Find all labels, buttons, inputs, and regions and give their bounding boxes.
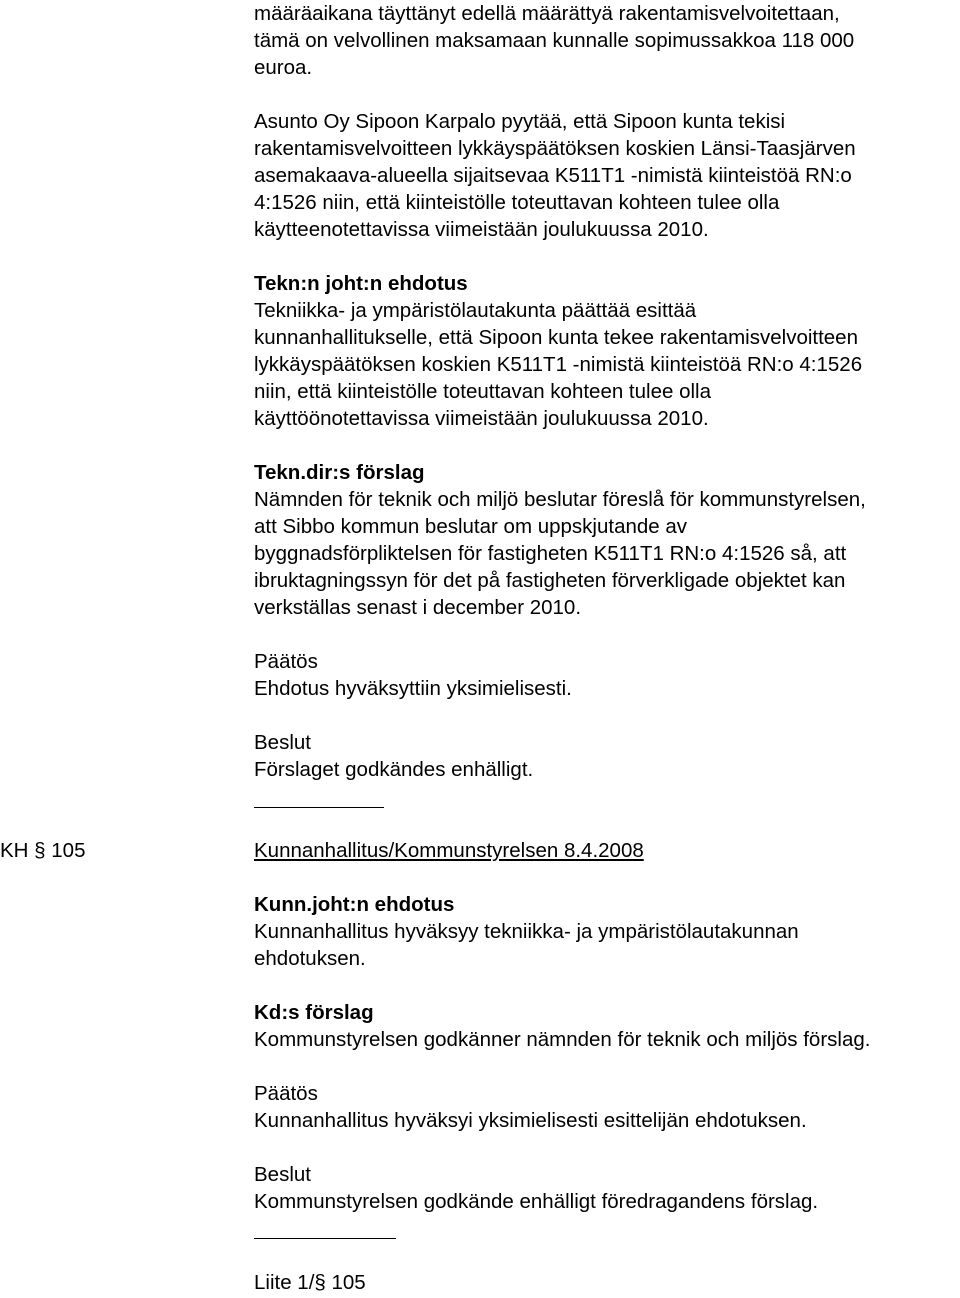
decision-sv-heading: Beslut [254, 731, 311, 754]
decision2-fi-heading: Päätös [254, 1082, 318, 1105]
continuation-paragraph: määräaikana täyttänyt edellä määrättyä rakentamisvelvoitettaan, tämä on velvollinen maksamaan kunnalle sopimussakkoa 118 000 euroa. [254, 2, 855, 79]
decision-sv-body: Förslaget godkändes enhälligt. [254, 758, 534, 781]
decision-fi-body: Ehdotus hyväksyttiin yksimielisesti. [254, 677, 572, 700]
decision-fi-heading: Päätös [254, 650, 318, 673]
kh-section-header [0, 837, 960, 864]
upper-column [254, 0, 960, 808]
tekn-sv-heading: Tekn.dir:s förslag [254, 461, 425, 484]
kunn-fi-heading: Kunn.joht:n ehdotus [254, 893, 455, 916]
kd-sv-heading: Kd:s förslag [254, 1001, 374, 1024]
kd-sv-body: Kommunstyrelsen godkänner nämnden för teknik och miljös förslag. [254, 1028, 871, 1051]
kh-section-number: KH § 105 [0, 839, 86, 862]
kunn-fi-body: Kunnanhallitus hyväksyy tekniikka- ja ympäristölautakunnan ehdotuksen. [254, 920, 799, 970]
request-paragraph: Asunto Oy Sipoon Karpalo pyytää, että Sipoon kunta tekisi rakentamisvelvoitteen lykkäyspäätöksen koskien Länsi-Taasjärven asemakaava-alueella sijaitsevaa K511T1 -nimistä kiinteistöä RN:o 4:1526 niin, että kiinteistölle toteuttavan kohteen tulee olla käytteenotettavissa viimeistään joulukuussa 2010. [254, 110, 856, 241]
decision2-sv-heading: Beslut [254, 1163, 311, 1186]
decision2-sv-body: Kommunstyrelsen godkände enhälligt föredragandens förslag. [254, 1190, 819, 1213]
tekn-sv-body: Nämnden för teknik och miljö beslutar föreslå för kommunstyrelsen, att Sibbo kommun beslutar om uppskjutande av byggnadsförpliktelsen för fastigheten K511T1 RN:o 4:1526 så, att ibruktagningssyn för det på fastigheten förverkligade objektet kan verkställas senast i december 2010. [254, 488, 866, 619]
kh-meeting-title: Kunnanhallitus/Kommunstyrelsen 8.4.2008 [254, 839, 644, 862]
lower-column [254, 891, 960, 1296]
decision2-fi-body: Kunnanhallitus hyväksyi yksimielisesti esittelijän ehdotuksen. [254, 1109, 807, 1132]
tekn-fi-heading: Tekn:n joht:n ehdotus [254, 272, 468, 295]
section-divider [254, 807, 384, 808]
tekn-fi-body: Tekniikka- ja ympäristölautakunta päättää esittää kunnanhallitukselle, että Sipoon kunta tekee rakentamisvelvoitteen lykkäyspäätöksen koskien K511T1 -nimistä kiinteistöä RN:o 4:1526 niin, että kiinteistölle toteuttavan kohteen tulee olla käyttöönotettavissa viimeistään joulukuussa 2010. [254, 299, 863, 430]
attachment-reference: Liite 1/§ 105 [254, 1271, 366, 1294]
